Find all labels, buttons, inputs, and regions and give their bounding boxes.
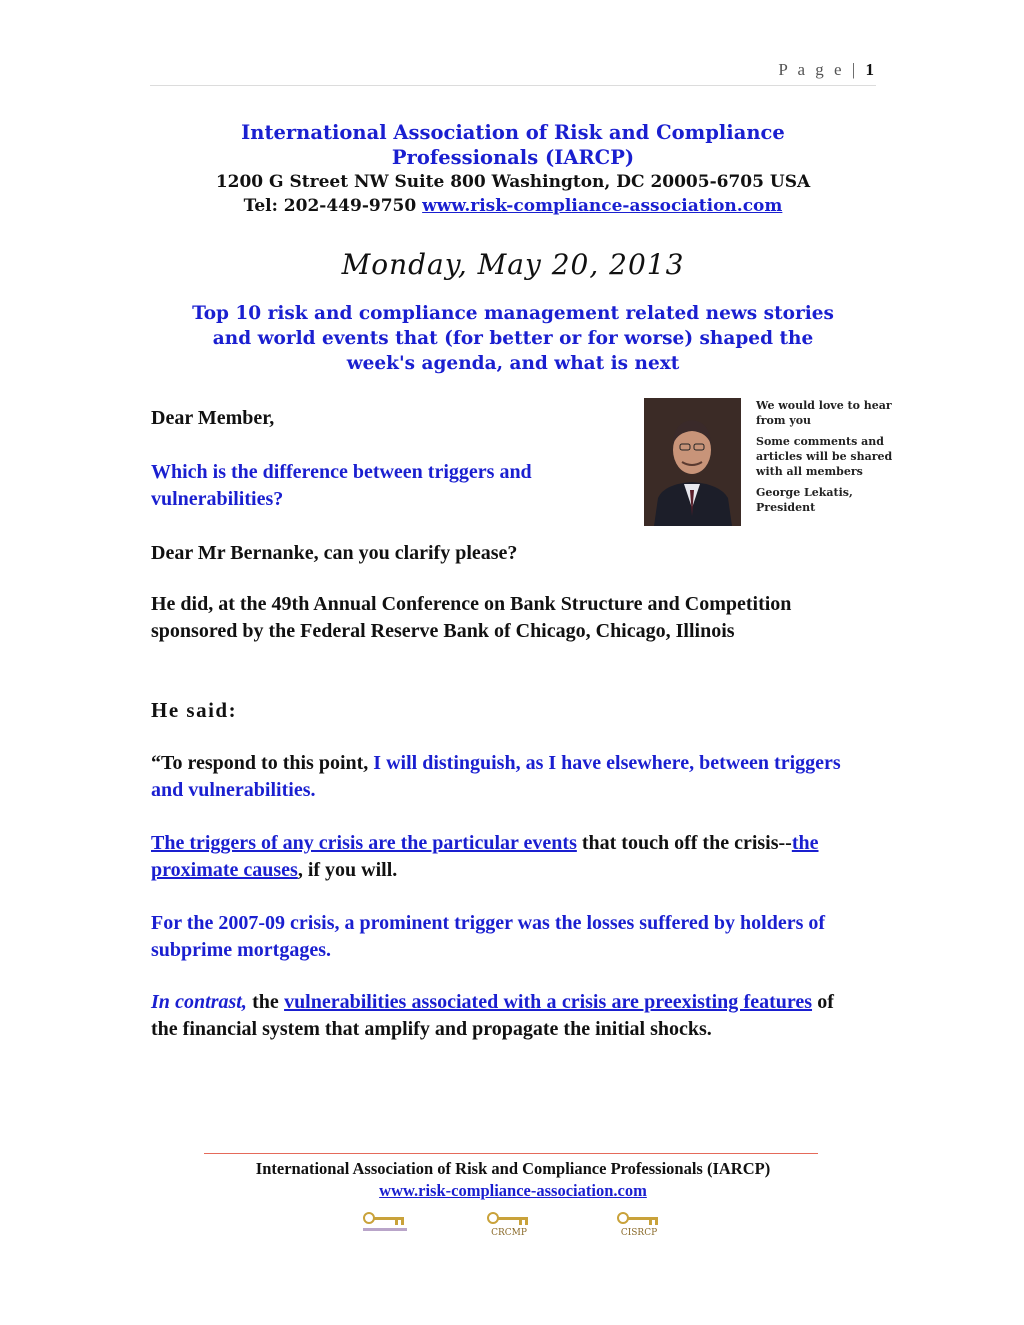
card-line1: We would love to hear from you (756, 399, 892, 427)
vulnerabilities-rest: of the financial system that amplify and propagate the initial shocks. (151, 991, 834, 1040)
triggers-paragraph (151, 830, 831, 884)
headline-line3: week's agenda, and what is next (346, 353, 680, 374)
quote-distinguish: I will distinguish, as I have elsewhere, between triggers and vulnerabilities. (151, 752, 841, 801)
quote-intro (151, 750, 863, 804)
logo-crcmp-label: CRCMP (491, 1228, 527, 1238)
org-tel: Tel: 202-449-9750 (243, 196, 417, 216)
contrast-paragraph (151, 989, 834, 1043)
greeting: Dear Member, (151, 407, 275, 429)
org-contact (150, 194, 876, 218)
proximate-causes-link[interactable]: the proximate causes (151, 832, 819, 881)
page-number-value: 1 (865, 60, 874, 79)
newsletter-date: Monday, May 20, 2013 (341, 248, 685, 281)
key-icon (361, 1210, 409, 1228)
key-icon (615, 1210, 663, 1228)
triggers-rest: that touch off the crisis-- (576, 832, 792, 854)
conference-context: He did, at the 49th Annual Conference on Bank Structure and Competition sponsored by the Federal Reserve Bank of Chicago, Chicago, Illinois (151, 593, 792, 642)
letterhead (150, 120, 876, 218)
contrast-the: the (246, 991, 285, 1013)
vulnerabilities-link[interactable]: vulnerabilities associated with a crisis are preexisting features (284, 991, 813, 1013)
page-label: P a g e | (778, 60, 859, 79)
newsletter-headline (150, 301, 876, 376)
footer-divider (204, 1153, 818, 1154)
org-website-link[interactable]: www.risk-compliance-association.com (422, 196, 783, 216)
header-divider (150, 85, 876, 86)
org-name (150, 120, 876, 170)
triggers-link[interactable]: The triggers of any crisis are the particular events (151, 832, 577, 854)
subprime-example: For the 2007-09 crisis, a prominent trigger was the losses suffered by holders of subprime mortgages. (151, 912, 826, 961)
quote-start: “To respond to this point, (151, 752, 374, 774)
footer-website-link[interactable]: www.risk-compliance-association.com (379, 1181, 647, 1200)
card-line2: Some comments and articles will be shared with all members (756, 435, 893, 478)
org-address: 1200 G Street NW Suite 800 Washington, DC 20005-6705 USA (215, 172, 811, 192)
he-said: He said: (151, 698, 238, 722)
headline-line1: Top 10 risk and compliance management related news stories (192, 303, 834, 324)
contrast-italic: In contrast, (151, 991, 247, 1013)
org-name-line1: International Association of Risk and Compliance (241, 121, 785, 144)
ask-bernanke: Dear Mr Bernanke, can you clarify please? (151, 542, 518, 564)
key-icon (485, 1210, 533, 1228)
page-number (778, 60, 874, 80)
proximate-rest: , if you will. (297, 859, 398, 881)
headline-line2: and world events that (for better or for worse) shaped the (212, 328, 814, 349)
footer-logo-crcmp (479, 1210, 539, 1240)
footer-logo-cisrcp (609, 1210, 669, 1240)
card-line3: George Lekatis, President (756, 486, 853, 514)
logo-1-bar (363, 1228, 407, 1231)
logo-cisrcp-label: CISRCP (620, 1228, 658, 1238)
question-heading: Which is the difference between triggers and vulnerabilities? (151, 461, 532, 510)
page-footer (150, 1158, 876, 1202)
footer-org: International Association of Risk and Compliance Professionals (IARCP) (255, 1159, 771, 1178)
footer-logo-1 (355, 1210, 415, 1240)
org-name-line2: Professionals (IARCP) (391, 146, 635, 169)
